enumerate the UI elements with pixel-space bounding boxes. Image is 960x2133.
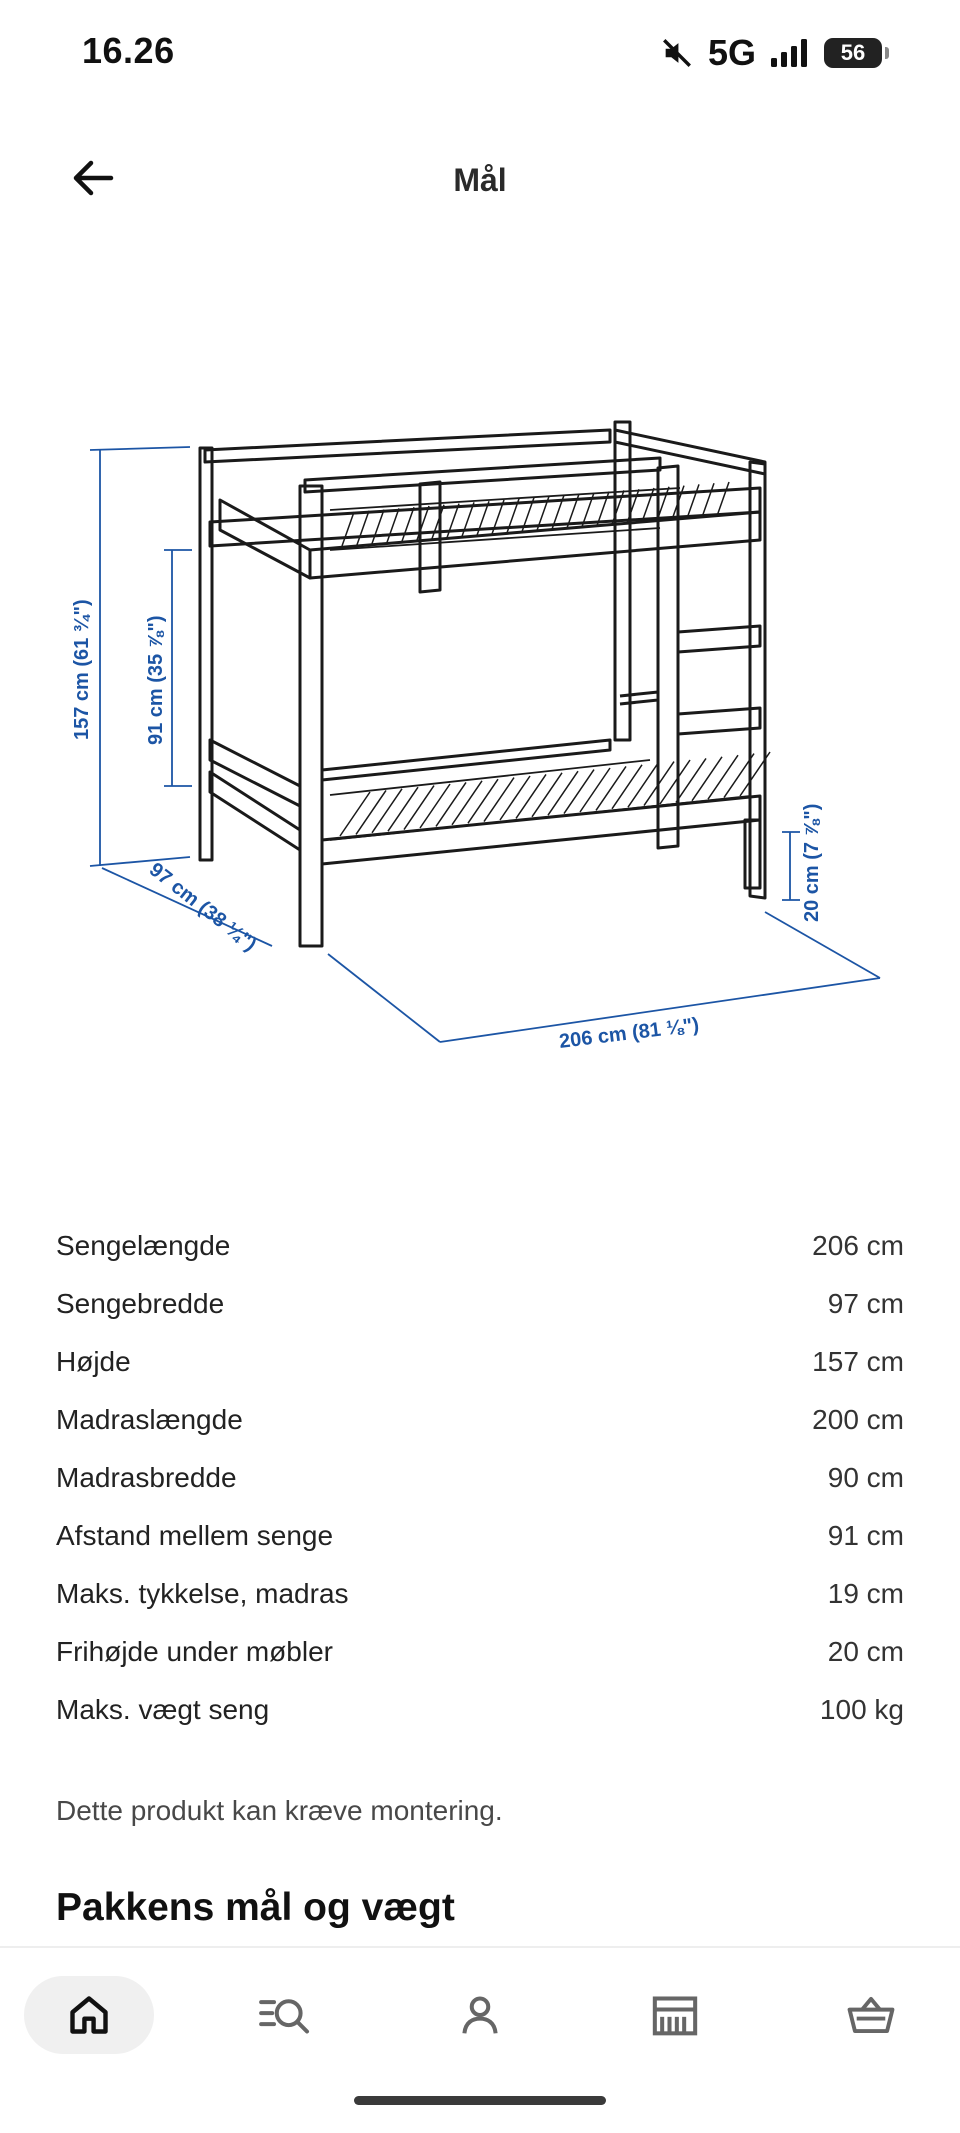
package-section-title[interactable]: Pakkens mål og vægt — [56, 1886, 455, 1929]
upper-slat — [687, 484, 699, 518]
nav-search[interactable] — [220, 1976, 350, 2054]
dimension-label: Madraslængde — [56, 1404, 243, 1435]
lower-slat — [532, 773, 562, 817]
upper-slat — [717, 482, 729, 516]
length-dimension-label: 206 cm (81 ⅛") — [557, 1013, 701, 1053]
dimension-value: 91 cm — [827, 1520, 904, 1551]
dimension-label: Afstand mellem senge — [56, 1520, 334, 1551]
dimension-label: Maks. vægt seng — [56, 1694, 270, 1725]
home-indicator[interactable] — [354, 2096, 606, 2105]
nav-basket[interactable] — [806, 1976, 936, 2054]
store-icon — [651, 1993, 699, 2037]
lower-slat — [596, 766, 626, 810]
battery-level: 56 — [840, 40, 866, 65]
dimension-value: 90 cm — [827, 1462, 904, 1493]
dimension-row — [56, 1565, 904, 1623]
dimension-value: 200 cm — [812, 1404, 904, 1435]
dimension-row — [56, 1623, 904, 1681]
lower-slat — [452, 781, 482, 825]
nav-home[interactable] — [24, 1976, 154, 2054]
dimension-row — [56, 1275, 904, 1333]
lower-slat — [708, 755, 738, 799]
dimension-value: 206 cm — [812, 1230, 904, 1261]
upper-slat — [387, 508, 399, 542]
search-list-icon — [257, 1993, 313, 2037]
upper-slat — [357, 511, 369, 545]
assembly-note: Dette produkt kan kræve montering. — [56, 1795, 503, 1826]
dimension-label: Højde — [56, 1346, 131, 1377]
lower-slat — [580, 768, 610, 812]
lower-slat — [484, 778, 514, 822]
dimension-row — [56, 1391, 904, 1449]
dimension-value: 100 kg — [819, 1694, 904, 1725]
lower-slat — [692, 757, 722, 801]
lower-slat — [612, 765, 642, 809]
lower-slat — [564, 770, 594, 814]
dimension-value: 157 cm — [812, 1346, 904, 1377]
gap-dimension-label: 91 cm (35 ⅞") — [145, 615, 167, 745]
dimension-value: 19 cm — [827, 1578, 904, 1609]
dimension-label: Sengelængde — [56, 1230, 231, 1261]
dimension-row — [56, 1681, 904, 1739]
upper-slat — [342, 512, 354, 546]
width-dimension-label: 97 cm (38 ¼") — [144, 858, 261, 956]
upper-slat — [402, 507, 414, 541]
upper-slat — [432, 505, 444, 539]
status-bar — [0, 0, 960, 110]
dimension-label: Maks. tykkelse, madras — [56, 1578, 349, 1609]
bunk-bed-illustration — [60, 400, 900, 1080]
basket-icon — [846, 1993, 896, 2037]
lower-slat — [420, 784, 450, 828]
signal-icon — [770, 38, 810, 68]
upper-slat — [702, 483, 714, 517]
home-icon — [67, 1993, 111, 2037]
page-title: Mål — [453, 162, 507, 198]
status-icons — [660, 32, 882, 74]
battery-icon — [824, 38, 882, 68]
lower-slat — [404, 786, 434, 830]
profile-icon — [458, 1993, 502, 2037]
lower-slat — [340, 792, 370, 836]
lower-slat — [548, 771, 578, 815]
dimension-label: Madrasbredde — [56, 1462, 237, 1493]
lower-slat — [660, 760, 690, 804]
dimension-row — [56, 1449, 904, 1507]
dimension-label: Frihøjde under møbler — [56, 1636, 333, 1667]
lower-slat — [468, 779, 498, 823]
nav-store[interactable] — [610, 1976, 740, 2054]
dimension-label: Sengebredde — [56, 1288, 225, 1319]
bottom-nav — [0, 1946, 960, 2084]
lower-slat — [388, 787, 418, 831]
header — [0, 140, 960, 220]
lower-slat — [676, 758, 706, 802]
status-time: 16.26 — [82, 30, 175, 71]
dimension-row — [56, 1217, 904, 1275]
dimension-row — [56, 1333, 904, 1391]
upper-slat — [642, 488, 654, 522]
dimension-value: 97 cm — [827, 1288, 904, 1319]
dimensions-list — [56, 1217, 904, 1739]
lower-slat — [356, 790, 386, 834]
lower-slat — [436, 782, 466, 826]
mute-icon — [660, 36, 694, 70]
clearance-dimension-label: 20 cm (7 ⅞") — [801, 803, 823, 922]
network-label: 5G — [707, 32, 756, 73]
dimension-row — [56, 1507, 904, 1565]
dimension-value: 20 cm — [827, 1636, 904, 1667]
nav-profile[interactable] — [415, 1976, 545, 2054]
upper-slat — [372, 510, 384, 544]
lower-slat — [372, 789, 402, 833]
lower-slat — [500, 776, 530, 820]
lower-slat — [516, 774, 546, 818]
height-dimension-label: 157 cm (61 ¾") — [71, 599, 93, 740]
lower-slat — [628, 763, 658, 807]
